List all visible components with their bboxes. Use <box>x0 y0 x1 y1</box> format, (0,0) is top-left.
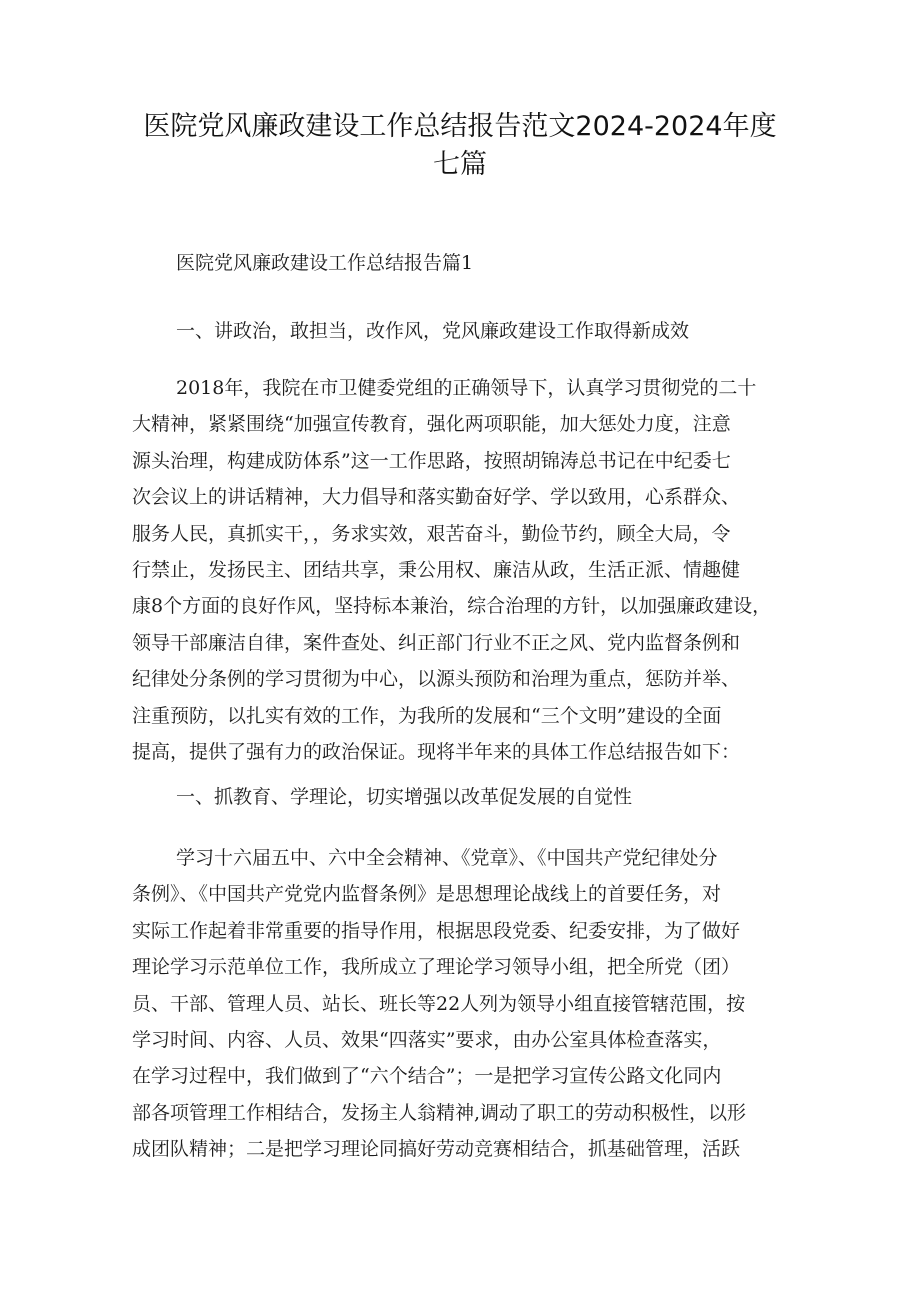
section-heading-1: 一、讲政治，敢担当，改作风，党风廉政建设工作取得新成效 <box>176 320 690 342</box>
paragraph-line: 注重预防，以扎实有效的工作，为我所的发展和“三个文明”建设的全面 <box>132 704 722 727</box>
document-title <box>120 108 800 184</box>
paragraph-line: 领导干部廉洁自律，案件查处、纠正部门行业不正之风、党内监督条例和 <box>132 631 741 654</box>
paragraph-line: 行禁止，发扬民主、团结共享，秉公用权、廉洁从政，生活正派、情趣健 <box>132 559 741 582</box>
paragraph-line: 学习十六届五中、六中全会精神、《党章》、《中国共产党纪律处分 <box>176 847 718 869</box>
paragraph-1 <box>132 370 792 770</box>
title-line: 医院党风廉政建设工作总结报告范文2024-2024年度 <box>143 111 777 142</box>
paragraph-line: 成团队精神；二是把学习理论同搞好劳动竞赛相结合，抓基础管理，活跃 <box>132 1138 741 1161</box>
paragraph-line: 在学习过程中，我们做到了“六个结合”；一是把学习宣传公路文化同内 <box>132 1065 722 1088</box>
paragraph-line: 康8个方面的良好作风，坚持标本兼治，综合治理的方针，以加强廉政建设， <box>132 595 772 618</box>
paragraph-line: 实际工作起着非常重要的指导作用，根据思段党委、纪委安排，为了做好 <box>132 919 741 942</box>
paragraph-line: 次会议上的讲话精神，大力倡导和落实勤奋好学、学以致用，心系群众、 <box>132 486 741 509</box>
paragraph-line: 条例》、《中国共产党党内监督条例》是思想理论战线上的首要任务，对 <box>132 883 722 906</box>
section-heading-2: 一、抓教育、学理论，切实增强以改革促发展的自觉性 <box>176 786 633 808</box>
paragraph-line: 理论学习示范单位工作，我所成立了理论学习领导小组，把全所党（团） <box>132 956 741 979</box>
paragraph-line: 学习时间、内容、人员、效果“四落实”要求，由办公室具体检查落实， <box>132 1029 722 1052</box>
paragraph-line: 提高，提供了强有力的政治保证。现将半年来的具体工作总结报告如下： <box>132 741 741 764</box>
paragraph-line: 员、干部、管理人员、站长、班长等22人列为领导小组直接管辖范围，按 <box>132 992 746 1015</box>
paragraph-line: 服务人民，真抓实干，，务求实效，艰苦奋斗，勤俭节约，顾全大局，令 <box>132 522 731 545</box>
paragraph-2 <box>132 840 792 1168</box>
paragraph-line: 2018年，我院在市卫健委党组的正确领导下，认真学习贯彻党的二十 <box>176 377 757 399</box>
report-subtitle: 医院党风廉政建设工作总结报告篇1 <box>176 252 474 274</box>
paragraph-line: 源头治理，构建成防体系”这一工作思路，按照胡锦涛总书记在中纪委七 <box>132 449 731 472</box>
title-line: 七篇 <box>433 149 487 180</box>
paragraph-line: 纪律处分条例的学习贯彻为中心，以源头预防和治理为重点，惩防并举、 <box>132 668 741 691</box>
paragraph-line: 大精神，紧紧围绕“加强宣传教育，强化两项职能，加大惩处力度，注意 <box>132 413 731 436</box>
paragraph-line: 部各项管理工作相结合，发扬主人翁精神,调动了职工的劳动积极性，以形 <box>132 1101 747 1124</box>
